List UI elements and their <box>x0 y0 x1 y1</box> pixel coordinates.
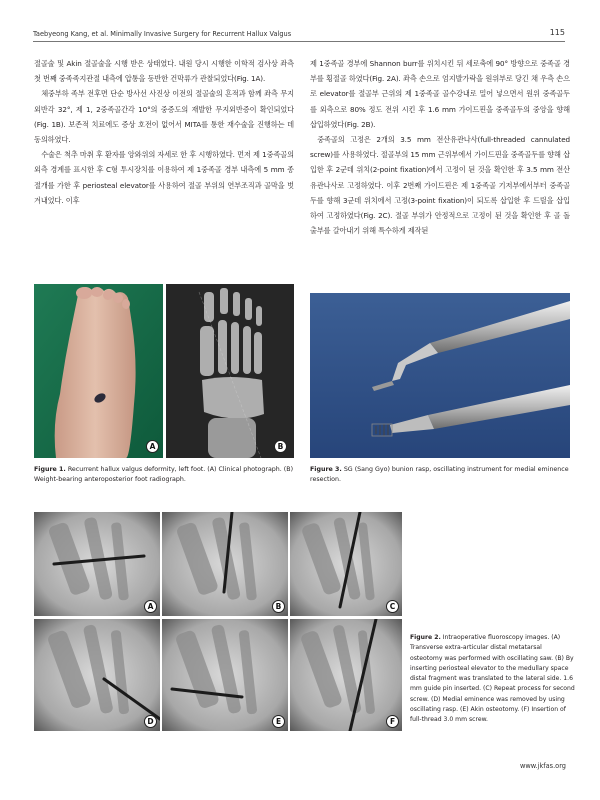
figure-3-caption <box>310 465 570 486</box>
paragraph: 제 1중족골 경부에 Shannon burr를 위치시킨 뒤 세로축에 90° 방향으로 중족골 경부를 횡절골 하였다(Fig. 2A). 좌측 손으로 엄지발가락을 원위부로 당긴 채 우측 손으로 elevator를 절골부 근위의 제 1중족골 골수강내로 밀어 넣으면서 원위 중족골두를 외측으로 80% 정도 전위 시킨 후 1.6 mm 가이드핀을 중족골두의 중앙을 향해 삽입하였다(Fig. 2B). <box>310 59 570 129</box>
right-column <box>310 56 570 238</box>
left-column <box>34 56 294 208</box>
figure-2-panel <box>34 619 160 731</box>
figure-2-panel <box>162 619 288 731</box>
caption-text: Intraoperative fluoroscopy images. (A) Transverse extra-articular distal metatarsal osteotomy was performed with oscillating saw. (B) By inserting periosteal elevator to the medullary space distal fragment was translated to the lateral side. 1.6 mm guide pin inserted. (C) Repeat process for second screw. (D) Medial eminence was removed by using oscillating rasp. (E) Akin osteotomy. (F) Insertion of full-thread 3.0 mm screw. <box>410 634 575 724</box>
fluoroscopy-image-icon <box>290 512 402 616</box>
fluoroscopy-image-icon <box>290 619 402 731</box>
figure-2-panel <box>290 619 402 731</box>
caption-label: Figure 3. <box>310 466 342 473</box>
figure-1a-photo <box>34 284 163 458</box>
foot-xray-icon <box>166 284 294 458</box>
figure-1b-radiograph <box>166 284 294 458</box>
paragraph: 체중부하 족부 전후면 단순 방사선 사진상 이전의 절골술의 흔적과 함께 좌측 무지외반각 32°, 제 1, 2중족골간각 10°의 중증도의 재발한 무지외반증이 확인되었다(Fig. 1B). 보존적 치료에도 증상 호전이 없어서 MITA를 통한 재수술을 진행하는 데 동의하였다. <box>34 89 294 145</box>
panel-label: F <box>386 715 399 728</box>
panel-label: A <box>146 440 159 453</box>
panel-label: E <box>272 715 285 728</box>
paragraph: 수술은 척추 마취 후 환자를 앙와위의 자세로 한 후 시행하였다. 먼저 제 1중족골의 외측 경계를 표시한 후 C형 투시장치를 이용하여 제 1중족골 경부 내측에 5 mm 종절개를 가한 후 periosteal elevator를 사용하여 절골 부위의 연부조직과 골막을 벗겨내었다. 이후 <box>34 150 294 205</box>
foot-photo-icon <box>34 284 163 458</box>
fluoroscopy-image-icon <box>34 619 160 731</box>
panel-label: D <box>144 715 157 728</box>
running-title: Taebyeong Kang, et al. Minimally Invasive Surgery for Recurrent Hallux Valgus <box>33 30 292 38</box>
figure-1-caption <box>34 465 294 486</box>
panel-label: C <box>386 600 399 613</box>
figure-2-panel <box>34 512 160 616</box>
fluoroscopy-image-icon <box>162 512 288 616</box>
panel-label: B <box>274 440 287 453</box>
rasp-instrument-icon <box>310 293 570 458</box>
figure-2-panel <box>290 512 402 616</box>
caption-text: Recurrent hallux valgus deformity, left foot. (A) Clinical photograph. (B) Weight-bearing anteroposterior foot radiograph. <box>34 466 294 484</box>
figure-2-caption <box>410 633 575 726</box>
paragraph: 절골술 및 Akin 절골술을 시행 받은 상태였다. 내원 당시 시행한 이학적 검사상 좌측 첫 번째 중족족지관절 내측에 압통을 동반한 건막류가 관찰되었다(Fig. 1A). <box>34 59 294 84</box>
caption-label: Figure 2. <box>410 634 441 641</box>
panel-label: A <box>144 600 157 613</box>
figure-2-panel <box>162 512 288 616</box>
header-rule <box>33 41 565 42</box>
paragraph: 중족골의 고정은 2개의 3.5 mm 전산유관나사(full-threaded cannulated screw)를 사용하였다. 절골부의 15 mm 근위부에서 가이드핀을 중족골두를 향해 삽입한 후 2군데 위치(2-point fixation)에서 고정이 된 것을 확인한 후 3.5 mm 전산유관나사로 고정하였다. 이후 2번째 가이드핀은 제 1중족골 기저부에서부터 중족골두를 향해 3군데 위치에서 고정(3-point fixation)이 되도록 삽입한 후 드릴을 삽입하여 고정하였다(Fig. 2C). 절골 부위가 안정적으로 고정이 된 것을 확인한 후 골 돌출부를 갈아내기 위해 특수하게 제작된 <box>310 135 570 236</box>
footer-url: www.jkfas.org <box>519 762 566 770</box>
page-number: 115 <box>549 28 565 37</box>
panel-label: B <box>272 600 285 613</box>
fluoroscopy-image-icon <box>34 512 160 616</box>
figure-3-photo <box>310 293 570 458</box>
caption-label: Figure 1. <box>34 466 66 473</box>
caption-text: SG (Sang Gyo) bunion rasp, oscillating instrument for medial eminence resection. <box>310 466 569 484</box>
fluoroscopy-image-icon <box>162 619 288 731</box>
